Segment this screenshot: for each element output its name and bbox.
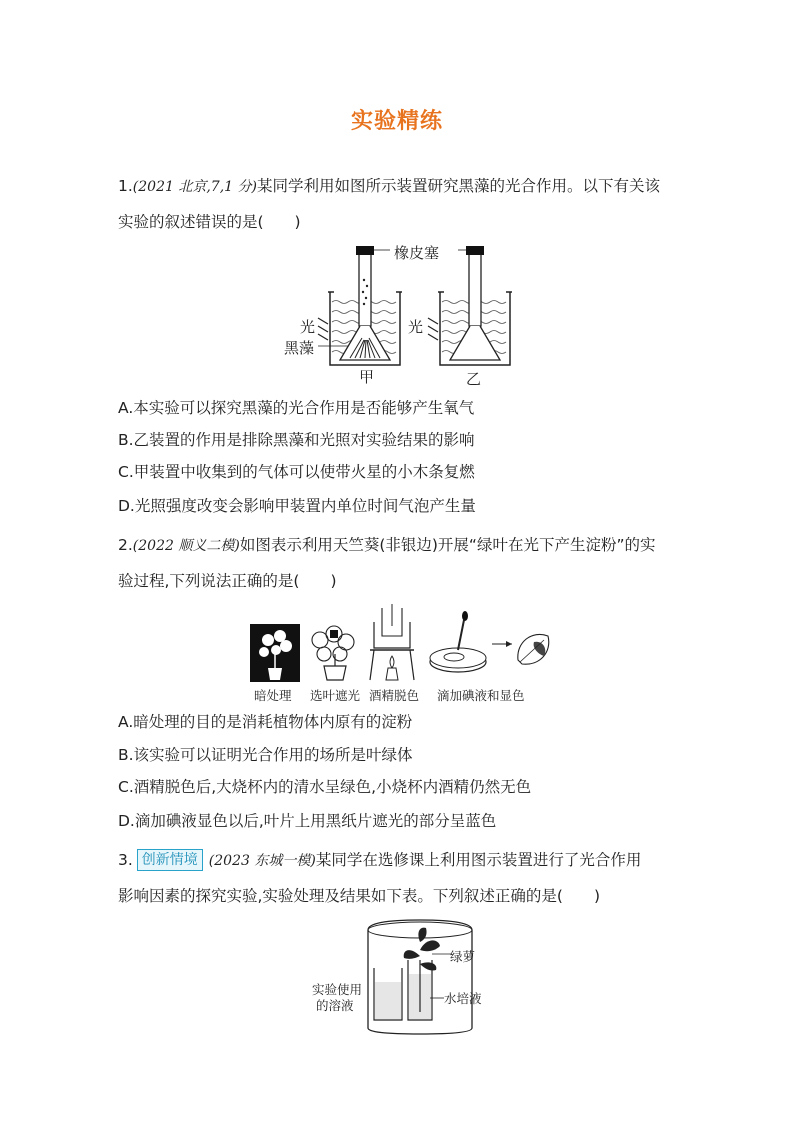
- caption-step2: 选叶遮光: [310, 688, 361, 703]
- label-light-right: 光: [408, 318, 424, 336]
- q3-text-line2: 影响因素的探究实验,实验处理及结果如下表。下列叙述正确的是( ): [118, 887, 601, 905]
- beaker-yi: [428, 246, 512, 365]
- innovation-badge: 创新情境: [137, 849, 203, 871]
- q2-option-c: C.酒精脱色后,大烧杯内的清水呈绿色,小烧杯内酒精仍然无色: [118, 778, 532, 796]
- q2-stem-line1: [118, 535, 655, 556]
- q1-source: (2021 北京,7,1 分): [132, 179, 257, 195]
- page-title: 实验精练: [350, 108, 443, 134]
- label-yi: 乙: [466, 370, 482, 388]
- caption-step3: 酒精脱色: [369, 688, 420, 703]
- label-algae: 黑藻: [284, 339, 315, 357]
- iodine-staining-image: [430, 611, 549, 672]
- q3-stem-line1: [118, 849, 641, 871]
- q2-source: (2022 顺义二模): [132, 538, 240, 554]
- q1-option-c: C.甲装置中收集到的气体可以使带火星的小木条复燃: [118, 463, 475, 481]
- q2-figure: [248, 602, 554, 684]
- q1-option-d: D.光照强度改变会影响甲装置内单位时间气泡产生量: [118, 497, 476, 515]
- q3-source: (2023 东城一模): [208, 853, 316, 869]
- label-light-left: 光: [300, 318, 316, 336]
- label-solution-line2: 的溶液: [316, 998, 354, 1013]
- q3-figure: [360, 916, 480, 1036]
- dark-treatment-image: [250, 624, 300, 682]
- q2-option-d: D.滴加碘液显色以后,叶片上用黑纸片遮光的部分呈蓝色: [118, 812, 497, 830]
- q2-option-a: A.暗处理的目的是消耗植物体内原有的淀粉: [118, 713, 413, 731]
- label-jia: 甲: [359, 368, 375, 386]
- q1-text-line2: 实验的叙述错误的是( ): [118, 213, 301, 231]
- q2-option-b: B.该实验可以证明光合作用的场所是叶绿体: [118, 746, 413, 764]
- q1-stem-line1: [118, 176, 660, 197]
- beaker-jia: [318, 246, 402, 365]
- label-plant: 绿萝: [450, 949, 476, 964]
- label-solution-line1: 实验使用: [312, 982, 363, 997]
- q1-text-line1: 某同学利用如图所示装置研究黑藻的光合作用。以下有关该: [256, 177, 660, 195]
- alcohol-decolor-image: [370, 604, 414, 680]
- q1-option-a: A.本实验可以探究黑藻的光合作用是否能够产生氧气: [118, 399, 475, 417]
- q2-text-line1: 如图表示利用天竺葵(非银边)开展“绿叶在光下产生淀粉”的实: [239, 536, 656, 554]
- q2-text-line2: 验过程,下列说法正确的是( ): [118, 572, 337, 590]
- leaf-shading-image: [312, 626, 354, 680]
- q1-number: 1.: [118, 177, 133, 195]
- caption-step4: 滴加碘液和显色: [437, 688, 525, 703]
- label-stopper: 橡皮塞: [394, 244, 440, 262]
- caption-step1: 暗处理: [254, 688, 292, 703]
- q2-number: 2.: [118, 536, 133, 554]
- q3-number: 3.: [118, 851, 133, 869]
- q3-text-line1: 某同学在选修课上利用图示装置进行了光合作用: [315, 851, 642, 869]
- q1-option-b: B.乙装置的作用是排除黑藻和光照对实验结果的影响: [118, 431, 475, 449]
- label-water: 水培液: [444, 991, 482, 1006]
